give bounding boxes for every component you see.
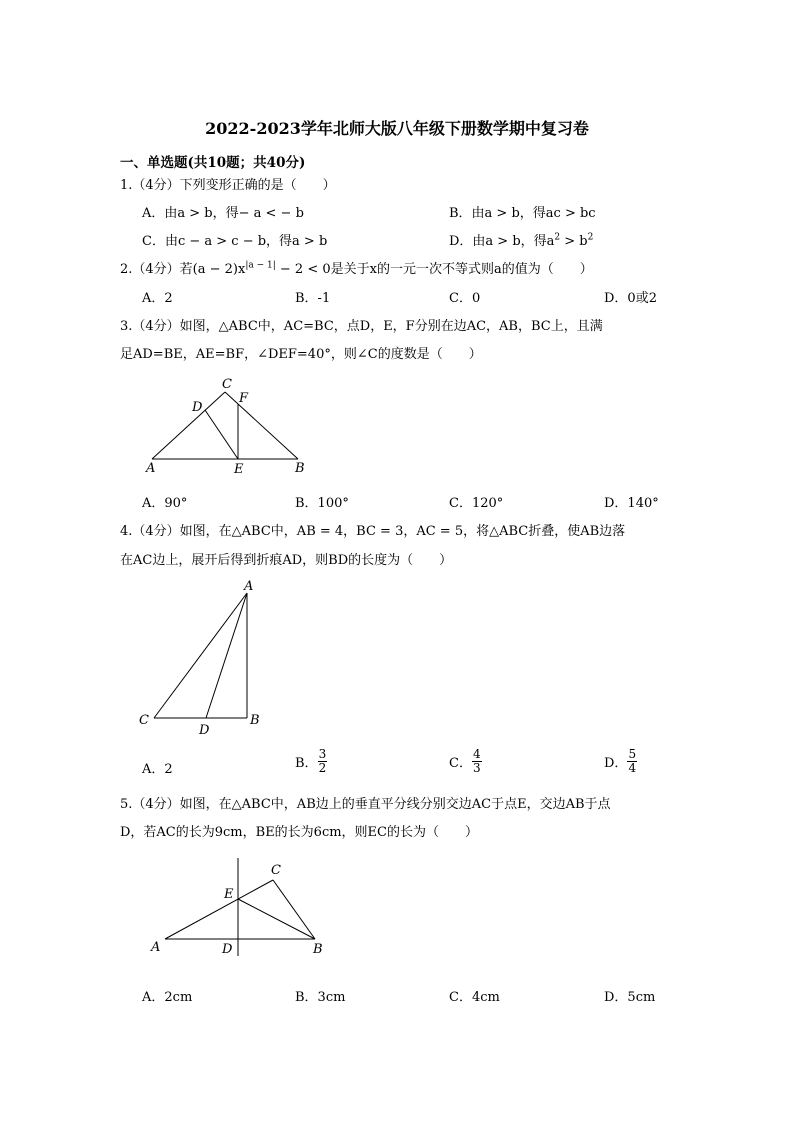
q4-option-b-label: B． [295,756,318,771]
q4-option-b-denominator: 2 [318,761,327,775]
q3-option-b[interactable]: B．100° [295,496,349,511]
q5-label-d: D [222,942,233,957]
q4-stem-line1: 4.（4分）如图，在△ABC中，AB = 4，BC = 3，AC = 5，将△ABC折叠，使AB边落 [120,524,626,539]
q1-option-d-mid: > b [560,234,588,249]
q5-option-d[interactable]: D．5cm [604,990,656,1005]
q4-option-c[interactable] [449,748,482,775]
q3-stem-line1: 3.（4分）如图，△ABC中，AC=BC，点D，E，F分别在边AC，AB，BC上，且满 [120,319,603,334]
q4-label-a: A [244,579,254,594]
q4-stem-line2: 在AC边上，展开后得到折痕AD，则BD的长度为（ ） [120,553,453,568]
q3-label-c: C [222,377,232,392]
q2-option-a[interactable]: A．2 [142,291,173,306]
q4-label-d: D [199,723,210,738]
q2-stem-pre: 2.（4分）若(a − 2)x [120,262,246,277]
q3-segment-de [205,410,238,459]
q5-label-e: E [224,887,234,902]
q3-figure [140,372,320,477]
q5-option-a[interactable]: A．2cm [142,990,193,1005]
q3-option-d[interactable]: D．140° [604,496,659,511]
q4-option-d-denominator: 4 [628,761,637,775]
q3-stem-line2: 足AD=BE，AE=BF，∠DEF=40°，则∠C的度数是（ ） [120,347,482,362]
q2-stem [120,258,593,277]
q4-option-d-fraction [627,748,637,775]
q4-option-d[interactable] [604,748,637,775]
q5-label-a: A [151,940,161,955]
q2-option-d[interactable]: D．0或2 [604,291,657,306]
q4-option-c-label: C． [449,756,472,771]
q5-segment-be [238,899,315,939]
q4-option-c-numerator: 4 [472,747,481,761]
q4-figure [132,573,272,738]
page-title: 2022-2023学年北师大版八年级下册数学期中复习卷 [205,119,589,138]
q5-label-b: B [313,942,323,957]
q5-side-cb [273,880,315,939]
q3-side-ac [152,392,225,459]
q3-label-f: F [239,391,249,406]
q3-label-b: B [295,461,305,476]
q3-option-c[interactable]: C．120° [449,496,504,511]
q3-side-bc [225,392,298,459]
q5-option-c[interactable]: C．4cm [449,990,500,1005]
section-heading: 一、单选题(共10题；共40分) [120,155,306,171]
q4-option-c-fraction [472,748,482,775]
q1-option-b[interactable]: B．由a > b，得ac > bc [449,206,596,221]
q5-option-b[interactable]: B．3cm [295,990,346,1005]
q1-option-d[interactable]: D．由a > b，得$a^2 > b^2$ [449,232,594,249]
q4-option-d-numerator: 5 [628,747,637,761]
q5-figure [145,852,335,962]
q5-label-c: C [271,863,281,878]
q4-label-b: B [250,713,260,728]
q3-label-e: E [234,462,244,477]
q4-option-b[interactable] [295,748,327,775]
q4-side-ac [154,593,247,718]
q2-option-c[interactable]: C．0 [449,291,481,306]
q3-label-d: D [192,400,203,415]
q2-option-b[interactable]: B．-1 [295,291,331,306]
q4-fold-ad [206,593,247,718]
q4-option-b-numerator: 3 [318,747,327,761]
q4-option-a[interactable]: A．2 [142,762,173,777]
q1-option-c[interactable]: C．由c − a > c − b，得a > b [142,234,328,249]
q4-option-c-denominator: 3 [472,761,481,775]
q4-option-d-label: D． [604,756,628,771]
q4-option-b-fraction [318,748,328,775]
q5-stem-line2: D，若AC的长为9cm，BE的长为6cm，则EC的长为（ ） [120,825,478,840]
q3-option-a[interactable]: A．90° [142,496,188,511]
q5-side-ac [165,880,273,939]
q4-label-c: C [139,713,149,728]
q3-label-a: A [146,461,156,476]
q1-option-a[interactable]: A．由a > b，得− a < − b [142,206,304,221]
q2-exponent: |a − 1| [245,260,276,271]
q1-option-d-pre: D．由a > b，得a [449,234,555,249]
q2-stem-post: − 2 < 0是关于x的一元一次不等式则a的值为（ ） [275,262,593,277]
q1-stem: 1.（4分）下列变形正确的是（ ） [120,178,336,193]
q5-stem-line1: 5.（4分）如图，在△ABC中，AB边上的垂直平分线分别交边AC于点E，交边AB于点 [120,797,611,812]
